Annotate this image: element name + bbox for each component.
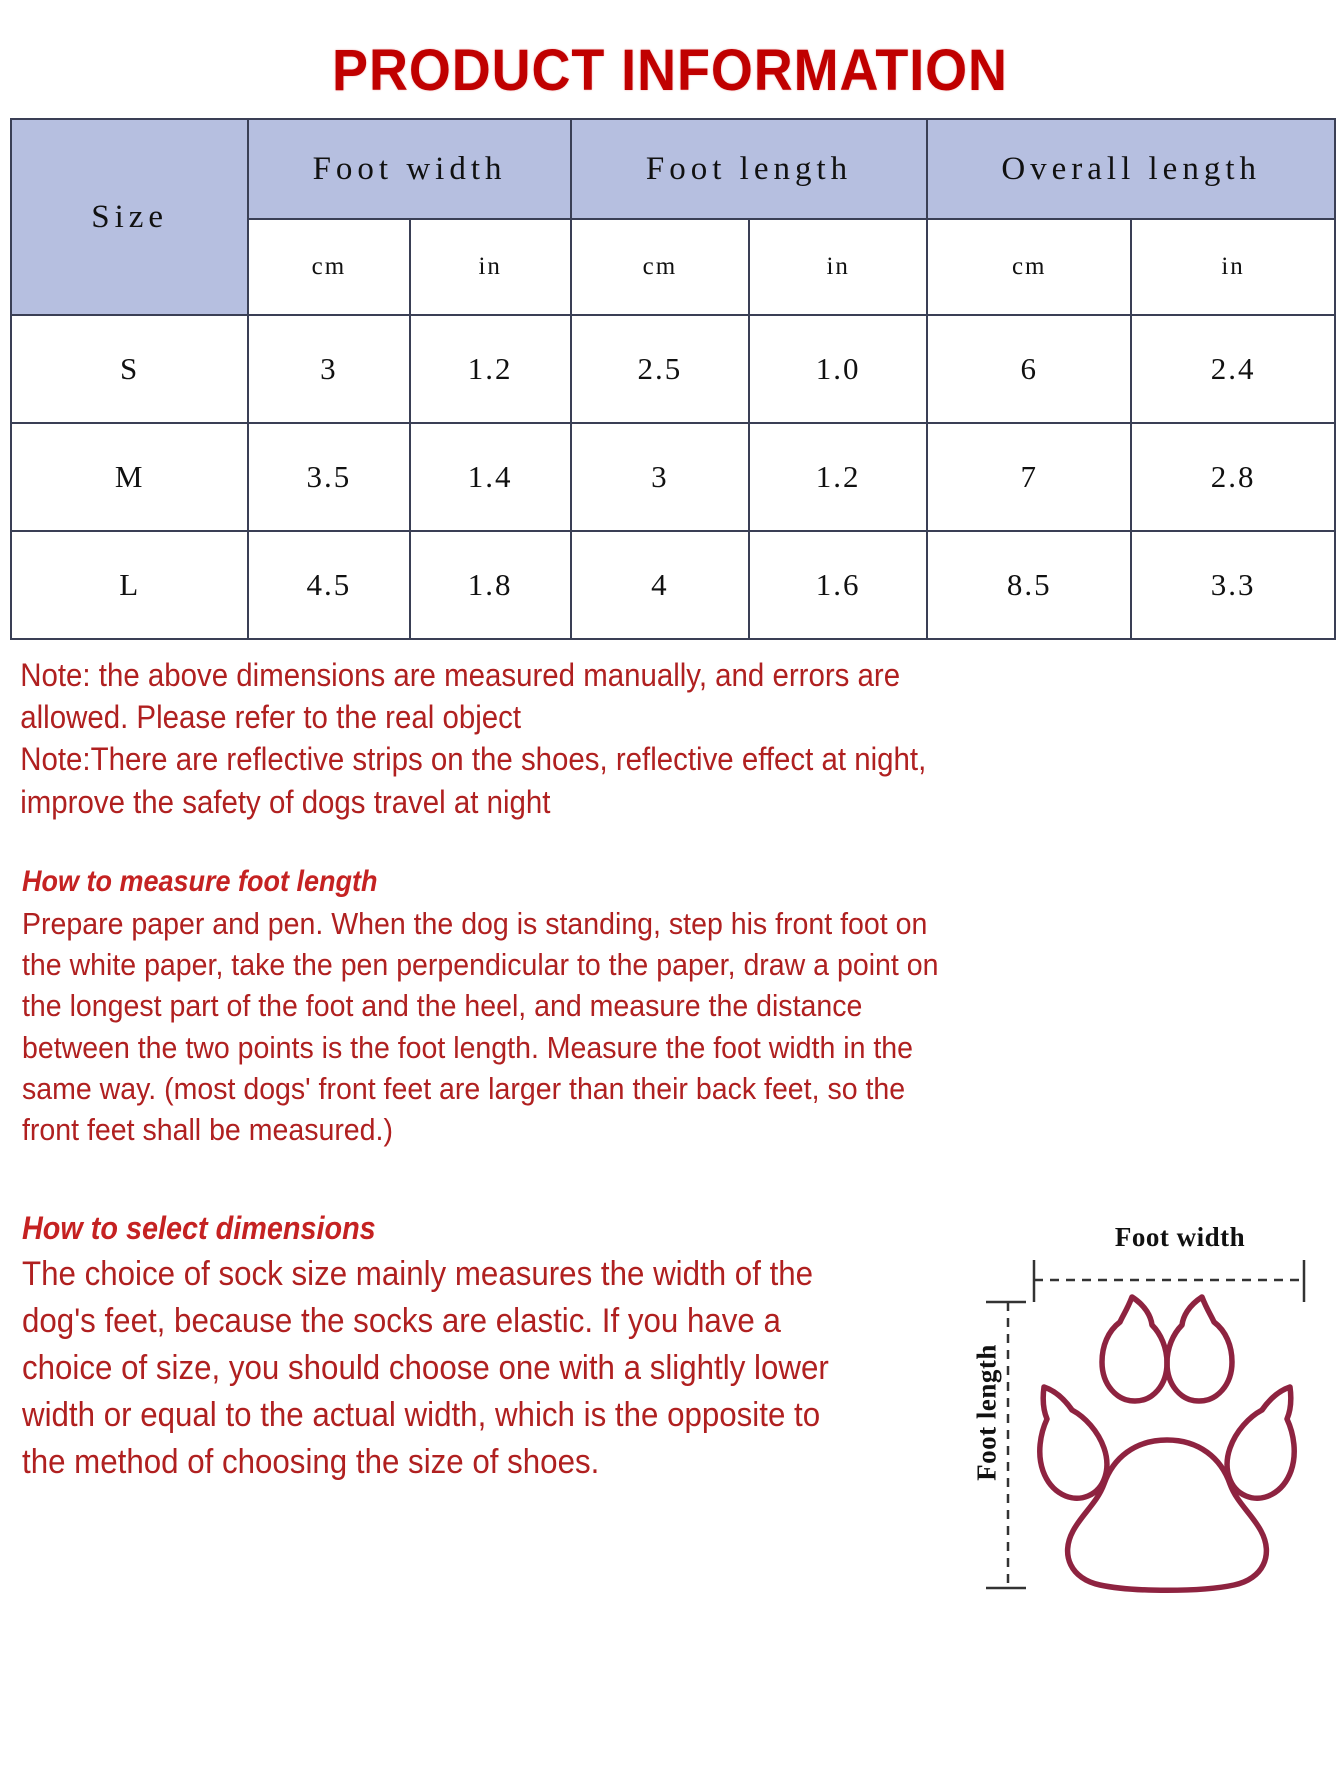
cell-foot-length-in: 1.0: [749, 315, 927, 423]
how-to-measure-heading: How to measure foot length: [22, 864, 378, 898]
cell-size: L: [11, 531, 248, 639]
how-to-select-heading: How to select dimensions: [22, 1210, 376, 1247]
unit-header-overall-length-cm: cm: [927, 219, 1131, 315]
foot-width-label: Foot width: [1114, 1222, 1246, 1252]
table-header-foot-length: Foot length: [571, 119, 928, 219]
unit-header-foot-length-in: in: [749, 219, 927, 315]
foot-length-label: Foot length: [971, 1344, 1002, 1481]
cell-foot-width-cm: 3: [248, 315, 409, 423]
note-measured-manually-line2: allowed. Please refer to the real object: [20, 699, 522, 736]
note-reflective-strips-line1: Note:There are reflective strips on the shoes, reflective effect at night,: [20, 741, 927, 778]
cell-overall-length-in: 2.4: [1131, 315, 1335, 423]
size-table-container: [10, 118, 1336, 640]
foot-width-dimension-line: [1034, 1260, 1304, 1302]
toe-pad-inner-left: [1102, 1297, 1167, 1401]
cell-size: M: [11, 423, 248, 531]
unit-header-overall-length-in: in: [1131, 219, 1335, 315]
cell-foot-width-in: 1.2: [410, 315, 571, 423]
cell-foot-length-in: 1.6: [749, 531, 927, 639]
cell-overall-length-in: 3.3: [1131, 531, 1335, 639]
page-title: PRODUCT INFORMATION: [332, 38, 1008, 103]
table-header-size: Size: [11, 119, 248, 315]
how-to-measure-body: Prepare paper and pen. When the dog is standing, step his front foot on the white paper, take the pen perpendicular to the paper, draw a point on the longest part of the foot and the heel, and measure the distance between the two points is the foot length. Measure the foot width in the same way. (most dogs' front feet are larger than their back feet, so the front feet shall be measured.): [22, 905, 939, 1148]
unit-header-foot-width-in: in: [410, 219, 571, 315]
table-header-foot-width: Foot width: [248, 119, 570, 219]
size-table: [10, 118, 1336, 640]
paw-measurement-diagram: [930, 1222, 1330, 1612]
cell-foot-width-cm: 4.5: [248, 531, 409, 639]
cell-overall-length-cm: 7: [927, 423, 1131, 531]
how-to-measure-section: [0, 865, 1022, 1150]
cell-overall-length-cm: 8.5: [927, 531, 1131, 639]
cell-foot-length-cm: 4: [571, 531, 749, 639]
cell-foot-width-in: 1.4: [410, 423, 571, 531]
cell-foot-length-cm: 2.5: [571, 315, 749, 423]
cell-foot-width-in: 1.8: [410, 531, 571, 639]
notes-block: [0, 640, 1032, 823]
toe-pad-inner-right: [1167, 1297, 1232, 1401]
toe-pad-outer-left: [1040, 1387, 1107, 1498]
table-row: [11, 315, 1335, 423]
cell-foot-length-in: 1.2: [749, 423, 927, 531]
cell-overall-length-in: 2.8: [1131, 423, 1335, 531]
cell-foot-length-cm: 3: [571, 423, 749, 531]
toe-pad-outer-right: [1227, 1387, 1294, 1498]
cell-foot-width-cm: 3.5: [248, 423, 409, 531]
cell-overall-length-cm: 6: [927, 315, 1131, 423]
main-pad: [1068, 1440, 1267, 1590]
paw-pads: [1040, 1297, 1294, 1590]
how-to-select-section: [0, 1210, 942, 1486]
cell-size: S: [11, 315, 248, 423]
table-row: [11, 423, 1335, 531]
unit-header-foot-length-cm: cm: [571, 219, 749, 315]
table-row: [11, 531, 1335, 639]
note-measured-manually-line1: Note: the above dimensions are measured manually, and errors are: [20, 657, 901, 693]
how-to-select-body: The choice of sock size mainly measures the width of the dog's feet, because the socks are elastic. If you have a choice of size, you should choose one with a slightly lower width or equal to the actual width, which is the opposite to the method of choosing the size of shoes.: [22, 1255, 829, 1481]
table-header-overall-length: Overall length: [927, 119, 1335, 219]
unit-header-foot-width-cm: cm: [248, 219, 409, 315]
table-header-row-groups: [11, 119, 1335, 219]
note-reflective-strips-line2: improve the safety of dogs travel at night: [20, 783, 551, 820]
